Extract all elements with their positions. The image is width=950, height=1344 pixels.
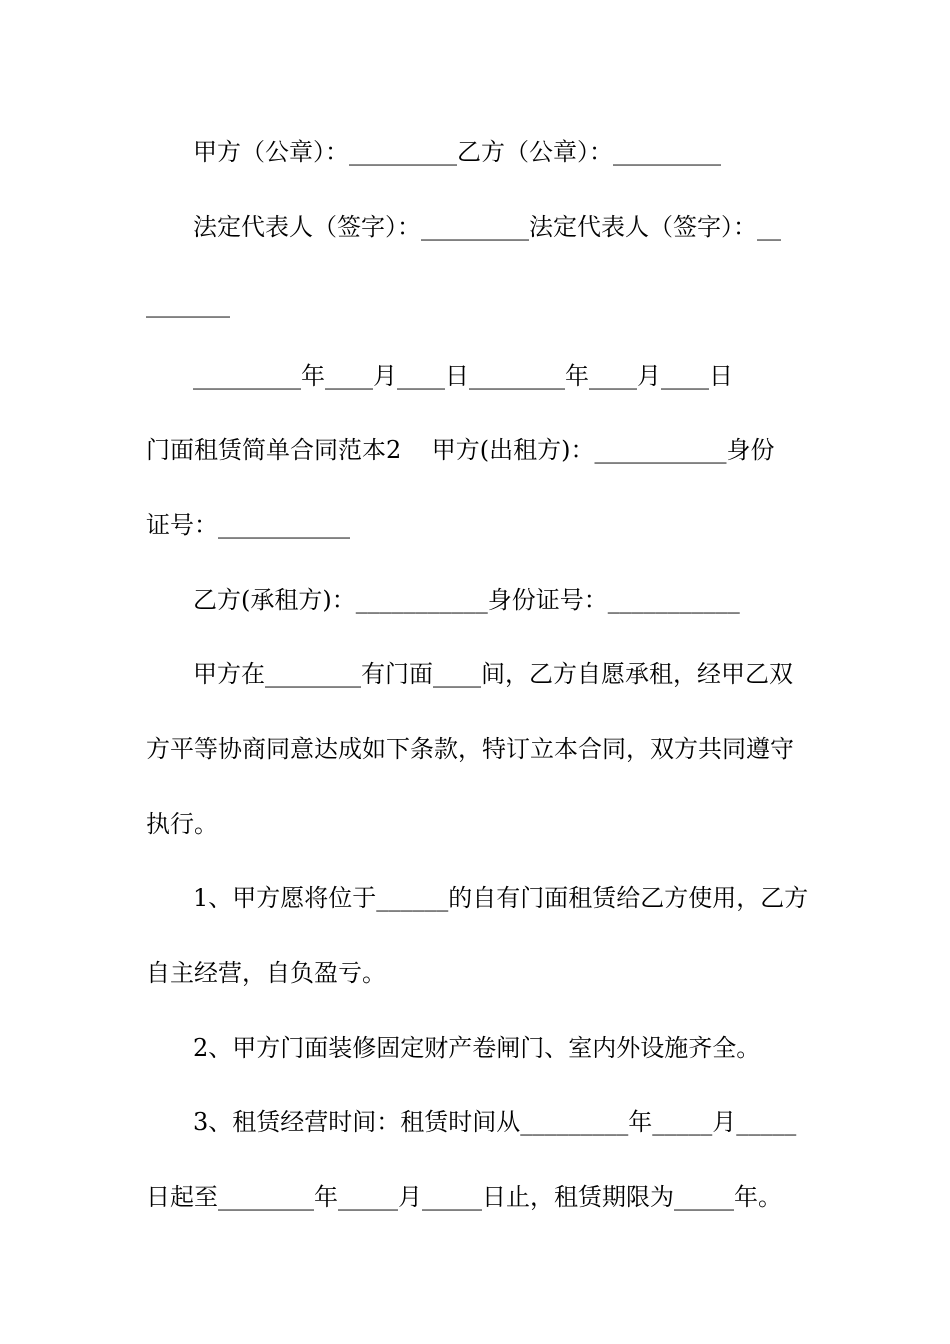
clause-3-line-1: 3、租赁经营时间：租赁时间从_________年_____月_____ bbox=[193, 1108, 797, 1136]
intro-paragraph-line-3: 执行。 bbox=[146, 810, 218, 838]
signature-representative-line: 法定代表人（签字）：_________法定代表人（签字）：__ bbox=[193, 213, 781, 241]
intro-paragraph-line-1: 甲方在________有门面____间，乙方自愿承租，经甲乙双 bbox=[193, 660, 793, 688]
clause-1-line-1: 1、甲方愿将位于______的自有门面租赁给乙方使用，乙方 bbox=[193, 884, 809, 912]
clause-3-line-2: 日起至________年_____月_____日止，租赁期限为_____年。 bbox=[146, 1183, 782, 1211]
party-a-id-number: 证号：___________ bbox=[146, 511, 350, 539]
signature-date-line: _________年____月____日________年____月____日 bbox=[193, 362, 733, 390]
signature-seal-line: 甲方（公章）：_________乙方（公章）：_________ bbox=[193, 138, 721, 166]
party-b-line: 乙方(承租方)：___________身份证号：___________ bbox=[193, 586, 740, 614]
signature-representative-line-cont: _______ bbox=[146, 290, 230, 318]
clause-2-line: 2、甲方门面装修固定财产卷闸门、室内外设施齐全。 bbox=[193, 1034, 761, 1062]
clause-1-line-2: 自主经营，自负盈亏。 bbox=[146, 959, 386, 987]
intro-paragraph-line-2: 方平等协商同意达成如下条款，特订立本合同，双方共同遵守 bbox=[146, 735, 794, 763]
contract-title-party-a: 门面租赁简单合同范本2 甲方(出租方)：___________身份 bbox=[146, 436, 775, 464]
